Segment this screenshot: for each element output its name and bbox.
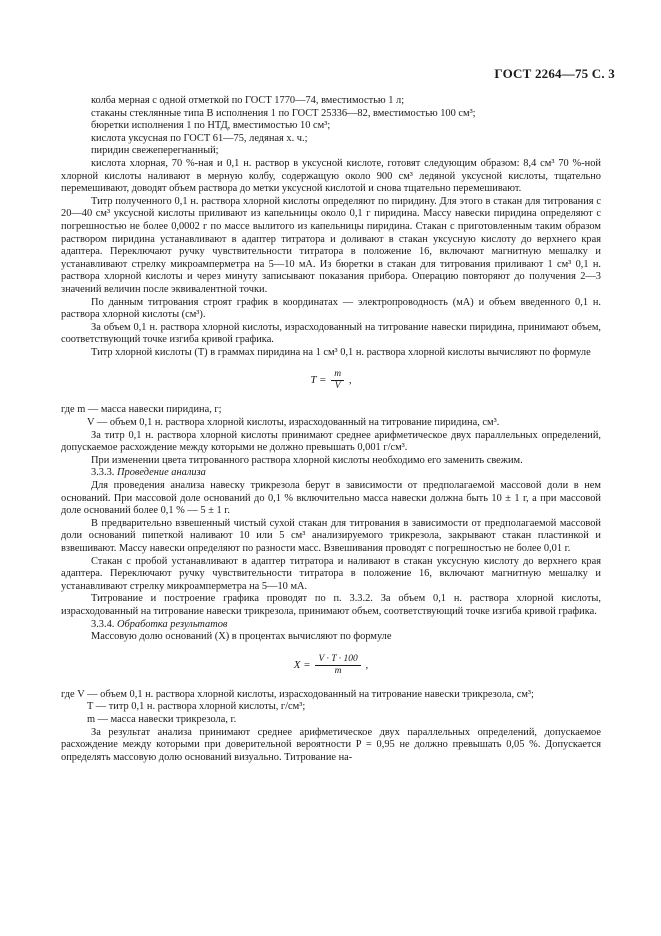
- paragraph: По данным титрования строят график в координатах — электропроводность (мА) и объем введенного 0,1 н. раствора хлорной кислоты (см³).: [61, 296, 601, 321]
- formula-titer: [61, 369, 601, 392]
- formula-mass-fraction: [61, 654, 601, 677]
- list-item: кислота уксусная по ГОСТ 61—75, ледяная х. ч.;: [91, 132, 308, 144]
- paragraph: За результат анализа принимают среднее арифметическое двух параллельных определений, допускаемое расхождение между которыми при доверительной вероятности P = 0,95 не должно превышать 0,05 %. Допускается определять массовую долю оснований визуально. Титрование на-: [61, 726, 601, 763]
- formula-legend: m — масса навески трикрезола, г.: [87, 713, 237, 725]
- formula-lhs: T =: [310, 374, 327, 387]
- formula-fraction: [331, 369, 344, 392]
- page-header: ГОСТ 2264—75 С. 3: [494, 66, 615, 81]
- section-heading: [61, 467, 601, 480]
- section-number: 3.3.3.: [91, 467, 115, 479]
- formula-fraction: [315, 654, 360, 677]
- document-body: [61, 95, 601, 764]
- list-item: стаканы стеклянные типа В исполнения 1 по ГОСТ 25336—82, вместимостью 100 см³;: [91, 107, 476, 119]
- paragraph: За объем 0,1 н. раствора хлорной кислоты, израсходованный на титрование навески пиридина, принимают объем, соответствующий точке изгиба кривой графика.: [61, 321, 601, 346]
- formula-tail: ,: [365, 658, 369, 671]
- formula-legend: V — объем 0,1 н. раствора хлорной кислоты, израсходованный на титрование пиридина, см³.: [87, 417, 500, 429]
- formula-numerator: m: [331, 369, 344, 381]
- paragraph: За титр 0,1 н. раствора хлорной кислоты принимают среднее арифметическое двух параллельных определений, допускаемое расхождение между которыми не должно превышать 0,001 г/см³.: [61, 429, 601, 454]
- paragraph: Массовую долю оснований (X) в процентах вычисляют по формуле: [91, 631, 392, 643]
- paragraph: кислота хлорная, 70 %-ная и 0,1 н. раствор в уксусной кислоте, готовят следующим образом: 8,4 см³ 70 %-ной хлорной кислоты наливают в мерную колбу, содержащую около 900 см³ ледяной уксусной кислоты, тщательно перемешивают, доводят объем раствора до метки уксусной кислотой и снова тщательно перемешивают.: [61, 157, 601, 195]
- paragraph: В предварительно взвешенный чистый сухой стакан для титрования в зависимости от предполагаемой массовой доли оснований пипеткой наливают 10 или 5 см³ анализируемого трикрезола, закрывают стакан пластинкой и взвешивают. Массу навески определяют по разности масс. Взвешивания проводят с погрешностью не более 0,01 г.: [61, 517, 601, 554]
- formula-legend: T — титр 0,1 н. раствора хлорной кислоты, г/см³;: [87, 701, 306, 713]
- formula-denominator: V: [334, 381, 341, 392]
- formula-lhs: X =: [293, 658, 311, 671]
- paragraph: Для проведения анализа навеску трикрезола берут в зависимости от предполагаемой массовой доли в нем оснований. При массовой доле оснований до 0,1 % включительно масса навески должна быть 10 ± 1 г, а при массовой доле оснований более 0,1 % — 5 ± 1 г.: [61, 480, 601, 517]
- list-item: бюретки исполнения 1 по НТД, вместимостью 10 см³;: [91, 120, 331, 132]
- paragraph: Титрование и построение графика проводят по п. 3.3.2. За объем 0,1 н. раствора хлорной кислоты, израсходованный на титрование навески трикрезола, принимают объем, соответствующий точке изгиба кривой графика.: [61, 593, 601, 617]
- paragraph: Титр хлорной кислоты (T) в граммах пиридина на 1 см³ 0,1 н. раствора хлорной кислоты вычисляют по формуле: [91, 346, 591, 358]
- paragraph: Титр полученного 0,1 н. раствора хлорной кислоты определяют по пиридину. Для этого в стакан для титрования с 20—40 см³ уксусной кислоты приливают из капельницы около 0,1 г пиридина. Массу навески пиридина определяют с погрешностью не более 0,0002 г по массе вылитого из капельницы пиридина. Стакан с приготовленным таким образом раствором пиридина устанавливают в адаптер титратора и доливают в стакан уксусную кислоту до верхнего края адаптера. Переключают ручку чувствительности титратора в положение 16, включают магнитную мешалку и устанавливают стрелку микроамперметра на 5—10 мА. Из бюретки в стакан для титрования приливают 1 см³ 0,1 н. раствора хлорной кислоты и через минуту записывают показания прибора. Операцию повторяют до получения 2—3 значений величин после эквивалентной точки.: [61, 195, 601, 295]
- list-item: пиридин свежеперегнанный;: [91, 145, 219, 157]
- paragraph: Стакан с пробой устанавливают в адаптер титратора и наливают в стакан уксусную кислоту до верхнего края адаптера. Переключают ручку чувствительности титратора в положение 16, включают магнитную мешалку и устанавливают стрелку микроамперметра на 5—10 мА.: [61, 555, 601, 592]
- section-number: 3.3.4.: [91, 618, 115, 630]
- paragraph: При изменении цвета титрованного раствора хлорной кислоты необходимо его заменить свежим.: [91, 454, 523, 466]
- formula-legend: где V — объем 0,1 н. раствора хлорной кислоты, израсходованный на титрование навески трикрезола, см³;: [61, 688, 534, 700]
- formula-tail: ,: [348, 374, 352, 387]
- formula-denominator: m: [334, 665, 342, 676]
- section-heading: [61, 619, 601, 632]
- formula-legend: где m — масса навески пиридина, г;: [61, 404, 222, 416]
- section-title: Обработка результатов: [117, 618, 228, 630]
- list-item: колба мерная с одной отметкой по ГОСТ 1770—74, вместимостью 1 л;: [91, 95, 405, 106]
- section-title: Проведение анализа: [117, 467, 206, 479]
- formula-numerator: V · T · 100: [315, 654, 360, 666]
